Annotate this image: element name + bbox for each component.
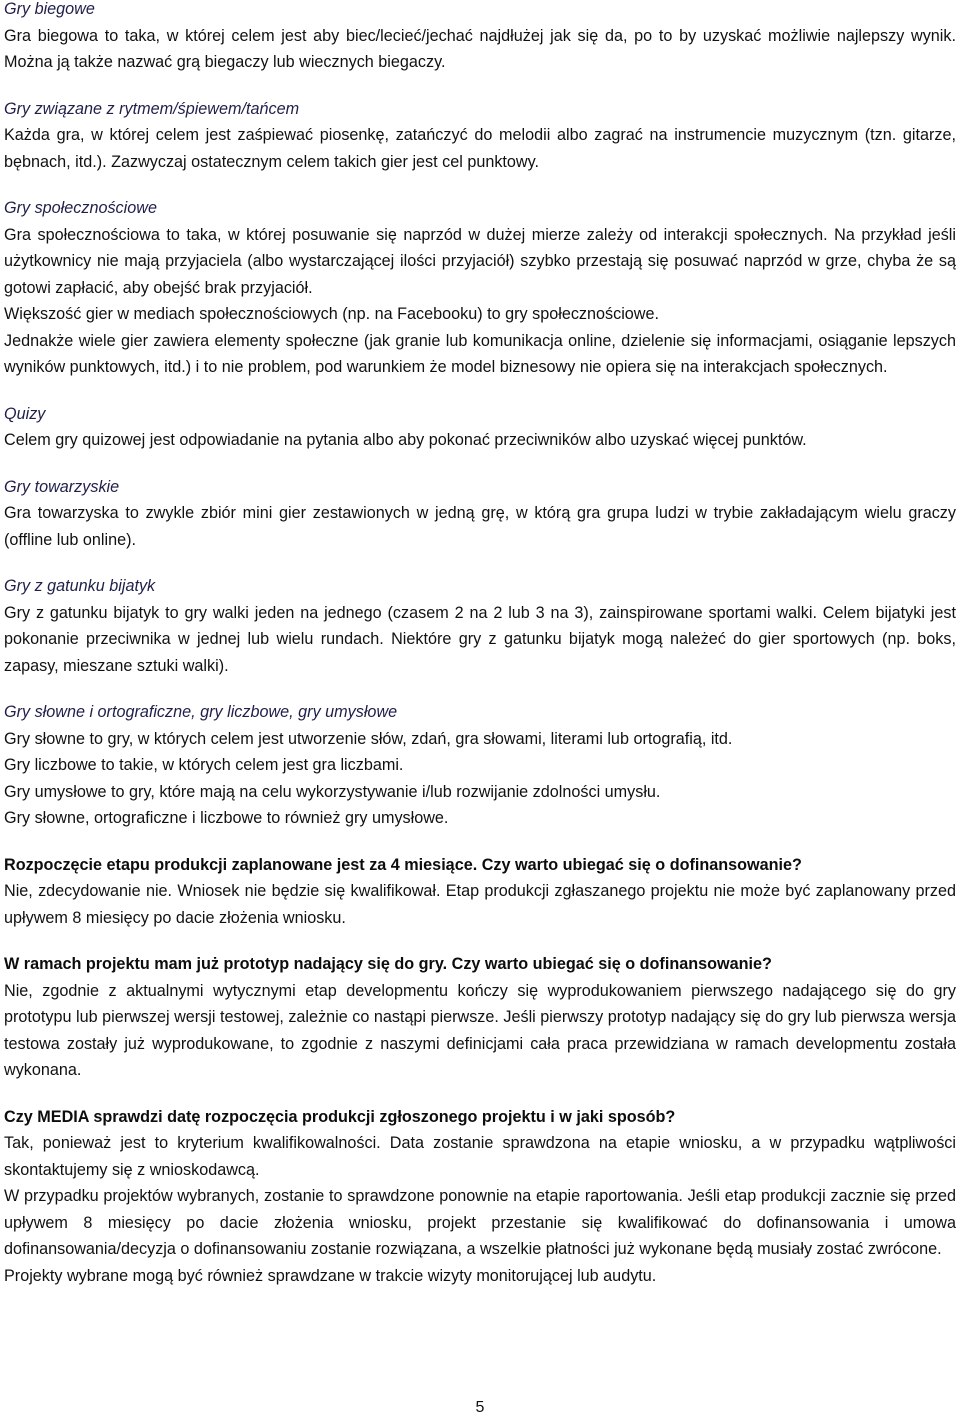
faq-item-start-production	[4, 852, 956, 932]
faq-answer: Tak, ponieważ jest to kryterium kwalifikowalności. Data zostanie sprawdzona na etapie wniosku, a w przypadku wątpliwości skontaktujemy się z wnioskodawcą.	[4, 1134, 956, 1179]
faq-answer: Projekty wybrane mogą być również sprawdzane w trakcie wizyty monitorującej lub audytu.	[4, 1266, 657, 1285]
section-paragraph: Gry słowne to gry, w których celem jest utworzenie słów, zdań, gra słowami, literami lub ortografią, itd.	[4, 729, 733, 748]
section-paragraph: Celem gry quizowej jest odpowiadanie na pytania albo aby pokonać przeciwników albo uzyskać więcej punktów.	[4, 431, 807, 449]
section-paragraph: Gry umysłowe to gry, które mają na celu wykorzystywanie i/lub rozwijanie zdolności umysłu.	[4, 782, 661, 801]
section-quizzes	[4, 401, 956, 454]
section-paragraph: Gry liczbowe to takie, w których celem jest gra liczbami.	[4, 756, 404, 774]
section-paragraph: Gra towarzyska to zwykle zbiór mini gier zestawionych w jedną grę, w którą gra grupa ludzi w trybie zakładającym wielu graczy (offline lub online).	[4, 504, 956, 549]
section-heading: Gry z gatunku bijatyk	[4, 577, 156, 595]
section-heading: Gry biegowe	[4, 0, 95, 18]
section-heading: Gry związane z rytmem/śpiewem/tańcem	[4, 99, 300, 118]
section-rhythm-games	[4, 96, 956, 176]
section-paragraph: Gry z gatunku bijatyk to gry walki jeden na jednego (czasem 2 na 2 lub 3 na 3), zainspirowane sportami walki. Celem bijatyki jest pokonanie przeciwnika w jednej lub wielu rundach. Niektóre gry z gatunku bijatyk mogą należeć do gier sportowych (np. boks, zapasy, mieszane sztuki walki).	[4, 603, 956, 675]
page-number: 5	[475, 1399, 485, 1416]
section-heading: Gry towarzyskie	[4, 477, 120, 496]
faq-item-prototype	[4, 951, 956, 1084]
section-paragraph: Gra biegowa to taka, w której celem jest aby biec/lecieć/jechać najdłużej jak się da, po to by uzyskać możliwie najlepszy wynik. Można ją także nazwać grą biegaczy lub wiecznych biegaczy.	[4, 26, 956, 71]
faq-question: W ramach projektu mam już prototyp nadający się do gry. Czy warto ubiegać się o dofinansowanie?	[4, 955, 772, 973]
faq-question: Rozpoczęcie etapu produkcji zaplanowane jest za 4 miesiące. Czy warto ubiegać się o dofinansowanie?	[4, 855, 802, 874]
section-heading: Gry słowne i ortograficzne, gry liczbowe, gry umysłowe	[4, 703, 398, 721]
section-heading: Gry społecznościowe	[4, 199, 157, 217]
faq-answer: Nie, zgodnie z aktualnymi wytycznymi etap developmentu kończy się wyprodukowaniem pierwszego nadającego się do gry prototypu lub pierwszej wersji testowej, zależnie co nastąpi pierwsze. Jeśli pierwszy prototyp nadający się do gry lub pierwsza wersja testowa zostały już wyprodukowane, to zgodnie z naszymi definicjami cała praca przewidziana w ramach developmentu została wykonana.	[4, 981, 956, 1079]
section-party-games	[4, 474, 956, 554]
section-paragraph: Gra społecznościowa to taka, w której posuwanie się naprzód w dużej mierze zależy od interakcji społecznych. Na przykład jeśli użytkownicy nie mają przyjaciela (albo wystarczającej ilości przyjaciół) szybko przestają się posuwać naprzód w grze, chyba że są gotowi zapłacić, aby obejść brak przyjaciół.	[4, 225, 956, 297]
section-paragraph: Każda gra, w której celem jest zaśpiewać piosenkę, zatańczyć do melodii albo zagrać na instrumencie muzycznym (tzn. gitarze, bębnach, itd.). Zazwyczaj ostatecznym celem takich gier jest cel punktowy.	[4, 126, 956, 171]
section-word-games	[4, 699, 956, 832]
section-heading: Quizy	[4, 404, 46, 423]
faq-item-date-check	[4, 1104, 956, 1290]
faq-answer: Nie, zdecydowanie nie. Wniosek nie będzie się kwalifikował. Etap produkcji zgłaszanego projektu nie może być zaplanowany przed upływem 8 miesięcy po dacie złożenia wniosku.	[4, 882, 956, 927]
faq-question: Czy MEDIA sprawdzi datę rozpoczęcia produkcji zgłoszonego projektu i w jaki sposób?	[4, 1107, 676, 1126]
section-fighting-games	[4, 573, 956, 679]
section-paragraph: Gry słowne, ortograficzne i liczbowe to również gry umysłowe.	[4, 809, 449, 827]
section-paragraph: Większość gier w mediach społecznościowych (np. na Facebooku) to gry społecznościowe.	[4, 305, 659, 323]
section-paragraph: Jednakże wiele gier zawiera elementy społeczne (jak granie lub komunikacja online, dzielenie się informacjami, osiąganie lepszych wyników punktowych, itd.) i to nie problem, pod warunkiem że model biznesowy nie opiera się na interakcjach społecznych.	[4, 331, 956, 376]
faq-answer: W przypadku projektów wybranych, zostanie to sprawdzone ponownie na etapie raportowania. Jeśli etap produkcji zacznie się przed upływem 8 miesięcy po dacie złożenia wniosku, projekt przestanie się kwalifikować do dofinansowania i umowa dofinansowania/decyzja o dofinansowaniu zostanie rozwiązana, a wszelkie płatności już wykonane będą musiały zostać zwrócone.	[4, 1187, 956, 1258]
section-running-games	[4, 0, 956, 76]
section-social-games	[4, 195, 956, 381]
